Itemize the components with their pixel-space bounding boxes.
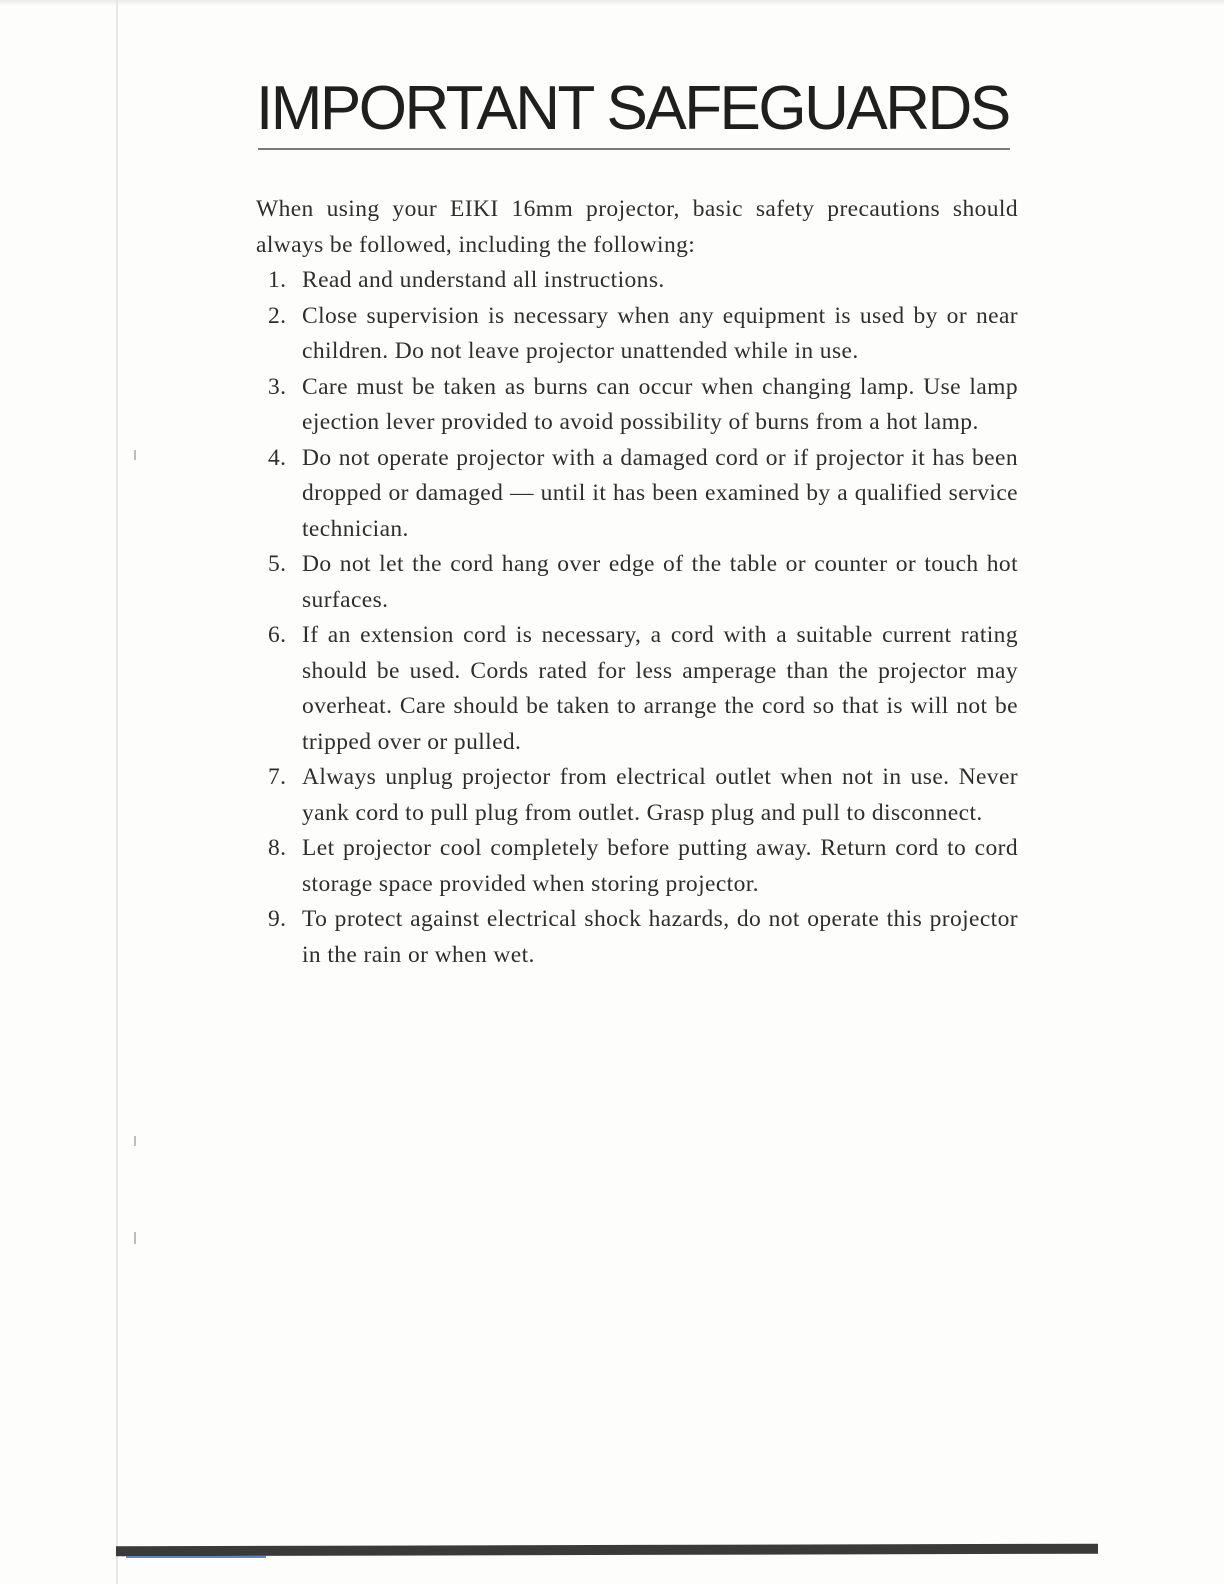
- item-number: 5.: [268, 551, 287, 577]
- list-item: [256, 299, 1018, 370]
- page-left-edge: [116, 0, 118, 1584]
- item-text: Do not let the cord hang over edge of the table or counter or touch hot surfaces.: [302, 551, 1018, 613]
- item-number: 3.: [268, 373, 287, 400]
- list-item: [256, 831, 1018, 902]
- item-number: 7.: [268, 764, 287, 790]
- item-text: Always unplug projector from electrical outlet when not in use. Never yank cord to pull plug from outlet. Grasp plug and pull to disconnect.: [302, 764, 1018, 826]
- list-item: [256, 263, 1018, 299]
- item-number: 6.: [268, 622, 287, 648]
- item-text: Let projector cool completely before putting away. Return cord to cord storage space provided when storing projector.: [302, 835, 1018, 897]
- item-text: Care must be taken as burns can occur when changing lamp. Use lamp ejection lever provided to avoid possibility of burns from a hot lamp.: [302, 373, 1018, 435]
- item-number: 2.: [268, 302, 287, 329]
- item-number: 8.: [268, 835, 287, 861]
- margin-mark: [134, 1136, 136, 1146]
- intro-paragraph: When using your EIKI 16mm projector, basic safety precautions should always be followed, including the following:: [256, 196, 1018, 258]
- item-number: 1.: [268, 267, 287, 293]
- page-bottom-accent: [126, 1556, 266, 1558]
- margin-mark: [134, 450, 136, 460]
- list-item: [256, 760, 1018, 831]
- item-number: 9.: [268, 906, 287, 932]
- safeguards-content: [256, 192, 1018, 973]
- title-underline: [258, 148, 1010, 150]
- list-item: [256, 547, 1018, 618]
- list-item: [256, 618, 1018, 760]
- item-text: Do not operate projector with a damaged cord or if projector it has been dropped or damaged — until it has been examined by a qualified service technician.: [302, 444, 1018, 542]
- item-text: If an extension cord is necessary, a cord with a suitable current rating should be used. Cords rated for less amperage than the projector may overheat. Care should be taken to arrange the cord so that is will not be tripped over or pulled.: [302, 622, 1018, 755]
- list-item: [256, 370, 1018, 441]
- page-top-shade: [0, 0, 1224, 6]
- item-text: Read and understand all instructions.: [302, 267, 665, 293]
- page-title: IMPORTANT SAFEGUARDS: [256, 74, 1009, 143]
- item-number: 4.: [268, 444, 287, 471]
- page-bottom-edge: [116, 1544, 1098, 1557]
- item-text: Close supervision is necessary when any equipment is used by or near children. Do not leave projector unattended while in use.: [302, 302, 1018, 364]
- list-item: [256, 441, 1018, 548]
- safeguards-list: [256, 263, 1018, 973]
- margin-mark: [134, 1232, 136, 1244]
- list-item: [256, 902, 1018, 973]
- item-text: To protect against electrical shock hazards, do not operate this projector in the rain or when wet.: [302, 906, 1018, 968]
